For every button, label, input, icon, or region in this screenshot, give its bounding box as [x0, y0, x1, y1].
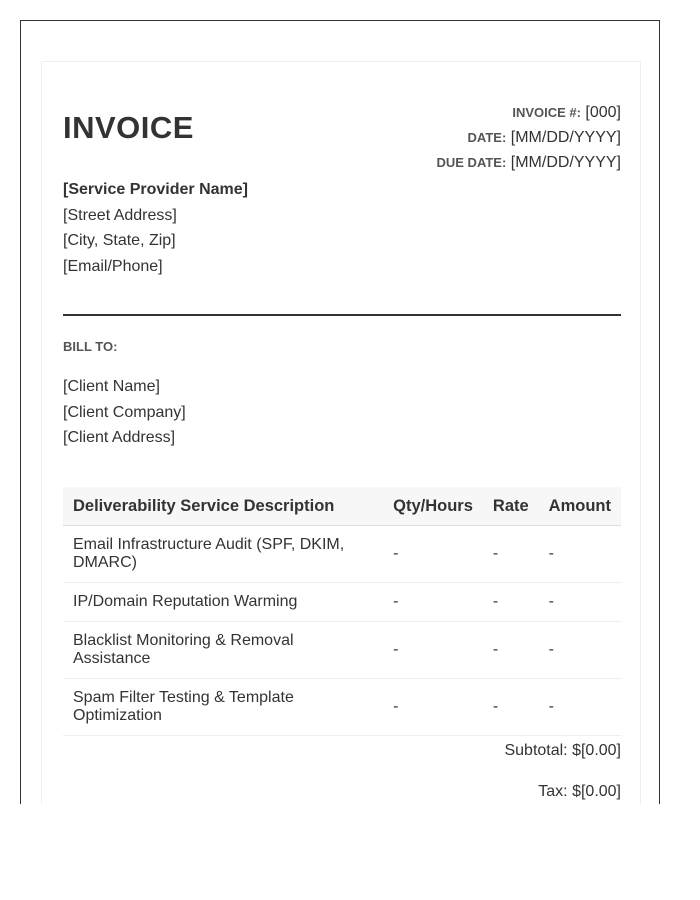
invoice-due-date-value: [MM/DD/YYYY]: [510, 154, 621, 171]
header-rate: Rate: [483, 487, 539, 526]
invoice-meta: [437, 100, 622, 175]
bill-to-label: BILL TO:: [63, 339, 118, 354]
row-description: IP/Domain Reputation Warming: [63, 583, 383, 622]
table-row: [63, 583, 621, 622]
row-rate: -: [483, 583, 539, 622]
table-row: [63, 622, 621, 679]
invoice-number-line: [437, 100, 622, 125]
header-qty-hours: Qty/Hours: [383, 487, 483, 526]
provider-street: [Street Address]: [63, 206, 177, 224]
row-description: Blacklist Monitoring & Removal Assistance: [63, 622, 383, 679]
row-qty: -: [383, 679, 483, 736]
totals-block: [504, 740, 621, 804]
line-items-table: [63, 487, 621, 736]
invoice-due-date-label: DUE DATE:: [436, 155, 507, 170]
row-qty: -: [383, 583, 483, 622]
provider-city: [City, State, Zip]: [63, 232, 176, 249]
section-divider: [63, 314, 621, 316]
invoice-date-value: [MM/DD/YYYY]: [510, 129, 621, 146]
client-address: [Client Address]: [63, 429, 176, 446]
row-amount: -: [539, 583, 621, 622]
document-frame: [20, 20, 660, 804]
table-row: [63, 526, 621, 583]
invoice-title: INVOICE: [63, 110, 194, 145]
header-amount: Amount: [539, 487, 621, 526]
row-rate: -: [483, 622, 539, 679]
service-provider-block: [63, 177, 248, 279]
row-rate: -: [483, 526, 539, 583]
row-description: Spam Filter Testing & Template Optimization: [63, 679, 383, 736]
client-company: [Client Company]: [63, 403, 186, 421]
client-name: [Client Name]: [63, 378, 160, 395]
row-rate: -: [483, 679, 539, 736]
table-header-row: [63, 487, 621, 526]
row-amount: -: [539, 679, 621, 736]
row-qty: -: [383, 622, 483, 679]
invoice-number-value: [000]: [585, 104, 621, 121]
client-block: [63, 374, 186, 451]
invoice-page: [41, 61, 641, 804]
row-amount: -: [539, 622, 621, 679]
provider-contact: [Email/Phone]: [63, 257, 163, 275]
row-description: Email Infrastructure Audit (SPF, DKIM, DMARC): [63, 526, 383, 583]
invoice-due-date-line: [437, 150, 622, 175]
table-row: [63, 679, 621, 736]
invoice-date-label: DATE:: [467, 130, 507, 145]
tax-line: Tax: $[0.00]: [538, 783, 621, 800]
header-description: Deliverability Service Description: [63, 487, 383, 526]
subtotal-line: Subtotal: $[0.00]: [504, 742, 621, 759]
invoice-number-label: INVOICE #:: [512, 105, 581, 120]
row-qty: -: [383, 526, 483, 583]
row-amount: -: [539, 526, 621, 583]
invoice-date-line: [437, 125, 622, 150]
provider-name: [Service Provider Name]: [63, 181, 248, 198]
